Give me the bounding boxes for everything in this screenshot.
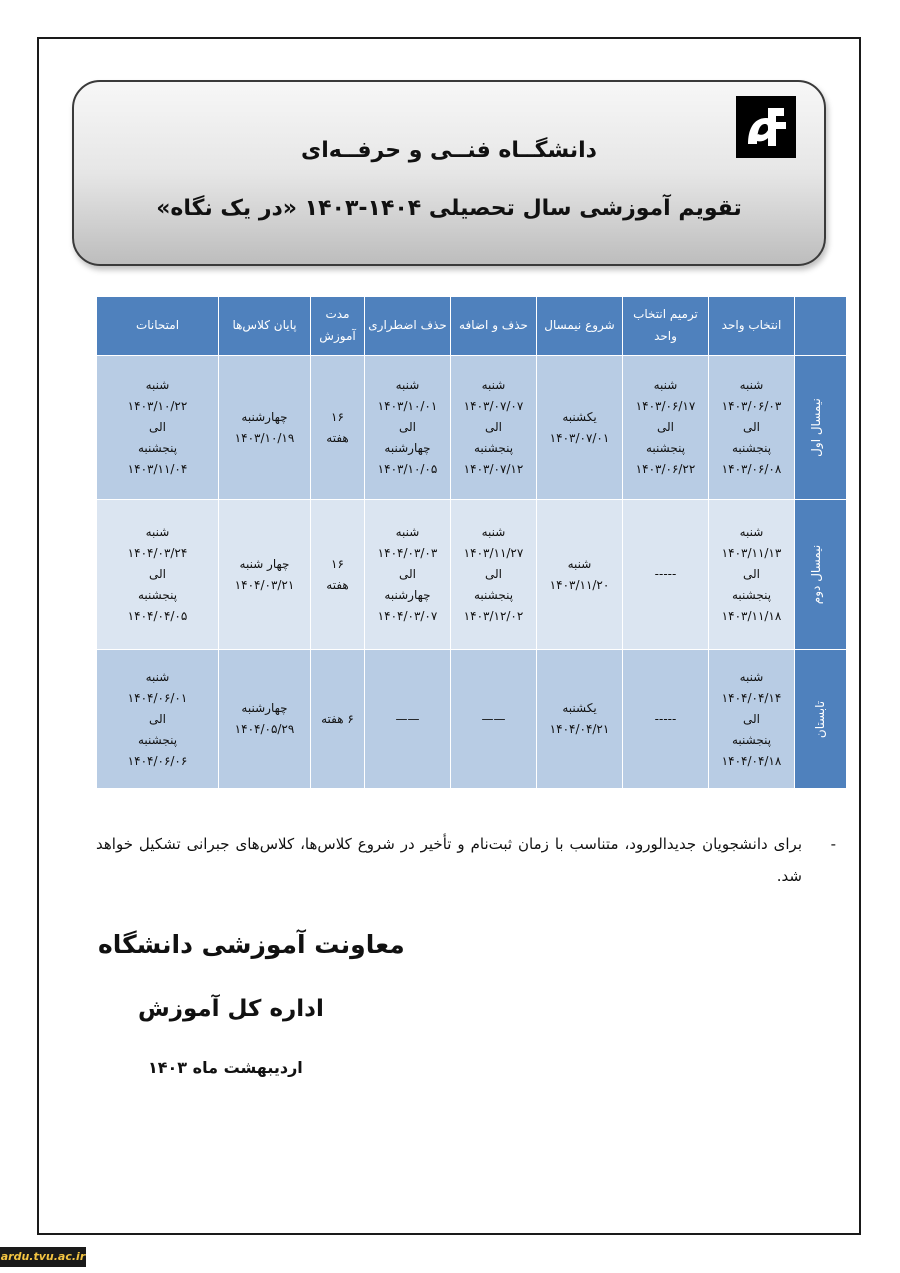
table-cell: شنبه ۱۴۰۳/۰۷/۰۷ الی پنجشنبه ۱۴۰۳/۰۷/۱۲ xyxy=(451,356,537,500)
table-cell: شنبه ۱۴۰۴/۰۳/۰۳ الی چهارشنبه ۱۴۰۴/۰۳/۰۷ xyxy=(365,500,451,650)
column-header xyxy=(795,297,847,356)
table-cell: ۶ هفته xyxy=(311,650,365,789)
table-cell: ----- xyxy=(623,500,709,650)
table-row xyxy=(97,500,847,650)
table-cell: یکشنبه ۱۴۰۳/۰۷/۰۱ xyxy=(537,356,623,500)
term-label xyxy=(795,500,847,650)
site-link[interactable]: ardu.tvu.ac.ir xyxy=(0,1247,86,1267)
term-label-text: نیمسال اول xyxy=(809,398,824,457)
column-header: حذف و اضافه xyxy=(451,297,537,356)
term-label xyxy=(795,356,847,500)
table-row xyxy=(97,356,847,500)
table-cell: شنبه ۱۴۰۳/۱۱/۲۰ xyxy=(537,500,623,650)
note-paragraph xyxy=(96,828,836,892)
term-label xyxy=(795,650,847,789)
table-cell: شنبه ۱۴۰۳/۱۱/۲۷ الی پنجشنبه ۱۴۰۳/۱۲/۰۲ xyxy=(451,500,537,650)
table-cell: —— xyxy=(451,650,537,789)
table-row xyxy=(97,650,847,789)
table-cell: —— xyxy=(365,650,451,789)
column-header: پایان کلاس‌ها xyxy=(219,297,311,356)
document-date: اردیبهشت ماه ۱۴۰۳ xyxy=(148,1058,303,1077)
table-cell: ۱۶ هفته xyxy=(311,356,365,500)
academic-calendar-table xyxy=(96,296,847,789)
note-bullet: - xyxy=(830,835,836,853)
column-header: مدت آموزش xyxy=(311,297,365,356)
office-title: اداره کل آموزش xyxy=(138,996,324,1022)
table-header-row xyxy=(97,297,847,356)
column-header: امتحانات xyxy=(97,297,219,356)
note-text: برای دانشجویان جدیدالورود، متناسب با زمان ثبت‌نام و تأخیر در شروع کلاس‌ها، کلاس‌های جبرانی تشکیل خواهد شد. xyxy=(96,835,802,885)
table-cell: چهارشنبه ۱۴۰۴/۰۵/۲۹ xyxy=(219,650,311,789)
university-title: دانشگــاه فنــی و حرفــه‌ای xyxy=(301,138,597,163)
table-cell: چهار شنبه ۱۴۰۴/۰۳/۲۱ xyxy=(219,500,311,650)
table-cell: شنبه ۱۴۰۳/۱۰/۰۱ الی چهارشنبه ۱۴۰۳/۱۰/۰۵ xyxy=(365,356,451,500)
table-cell: یکشنبه ۱۴۰۴/۰۴/۲۱ xyxy=(537,650,623,789)
table-cell: شنبه ۱۴۰۳/۱۱/۱۳ الی پنجشنبه ۱۴۰۳/۱۱/۱۸ xyxy=(709,500,795,650)
table-cell: چهارشنبه ۱۴۰۳/۱۰/۱۹ xyxy=(219,356,311,500)
table-cell: شنبه ۱۴۰۴/۰۶/۰۱ الی پنجشنبه ۱۴۰۴/۰۶/۰۶ xyxy=(97,650,219,789)
table-cell: ----- xyxy=(623,650,709,789)
column-header: ترمیم انتخاب واحد xyxy=(623,297,709,356)
column-header: انتخاب واحد xyxy=(709,297,795,356)
term-label-text: تابستان xyxy=(812,700,827,738)
table-cell: شنبه ۱۴۰۴/۰۴/۱۴ الی پنجشنبه ۱۴۰۴/۰۴/۱۸ xyxy=(709,650,795,789)
table-cell: شنبه ۱۴۰۳/۱۰/۲۲ الی پنجشنبه ۱۴۰۳/۱۱/۰۴ xyxy=(97,356,219,500)
deputy-title: معاونت آموزشی دانشگاه xyxy=(98,930,405,959)
column-header: حذف اضطراری xyxy=(365,297,451,356)
table-cell: ۱۶ هفته xyxy=(311,500,365,650)
table-cell: شنبه ۱۴۰۴/۰۳/۲۴ الی پنجشنبه ۱۴۰۴/۰۴/۰۵ xyxy=(97,500,219,650)
table-cell: شنبه ۱۴۰۳/۰۶/۰۳ الی پنجشنبه ۱۴۰۳/۰۶/۰۸ xyxy=(709,356,795,500)
table-cell: شنبه ۱۴۰۳/۰۶/۱۷ الی پنجشنبه ۱۴۰۳/۰۶/۲۲ xyxy=(623,356,709,500)
term-label-text: نیمسال دوم xyxy=(808,544,823,605)
column-header: شروع نیمسال xyxy=(537,297,623,356)
header-box xyxy=(72,80,826,266)
calendar-title: تقویم آموزشی سال تحصیلی ۱۴۰۴-۱۴۰۳ «در یک نگاه» xyxy=(156,196,742,221)
